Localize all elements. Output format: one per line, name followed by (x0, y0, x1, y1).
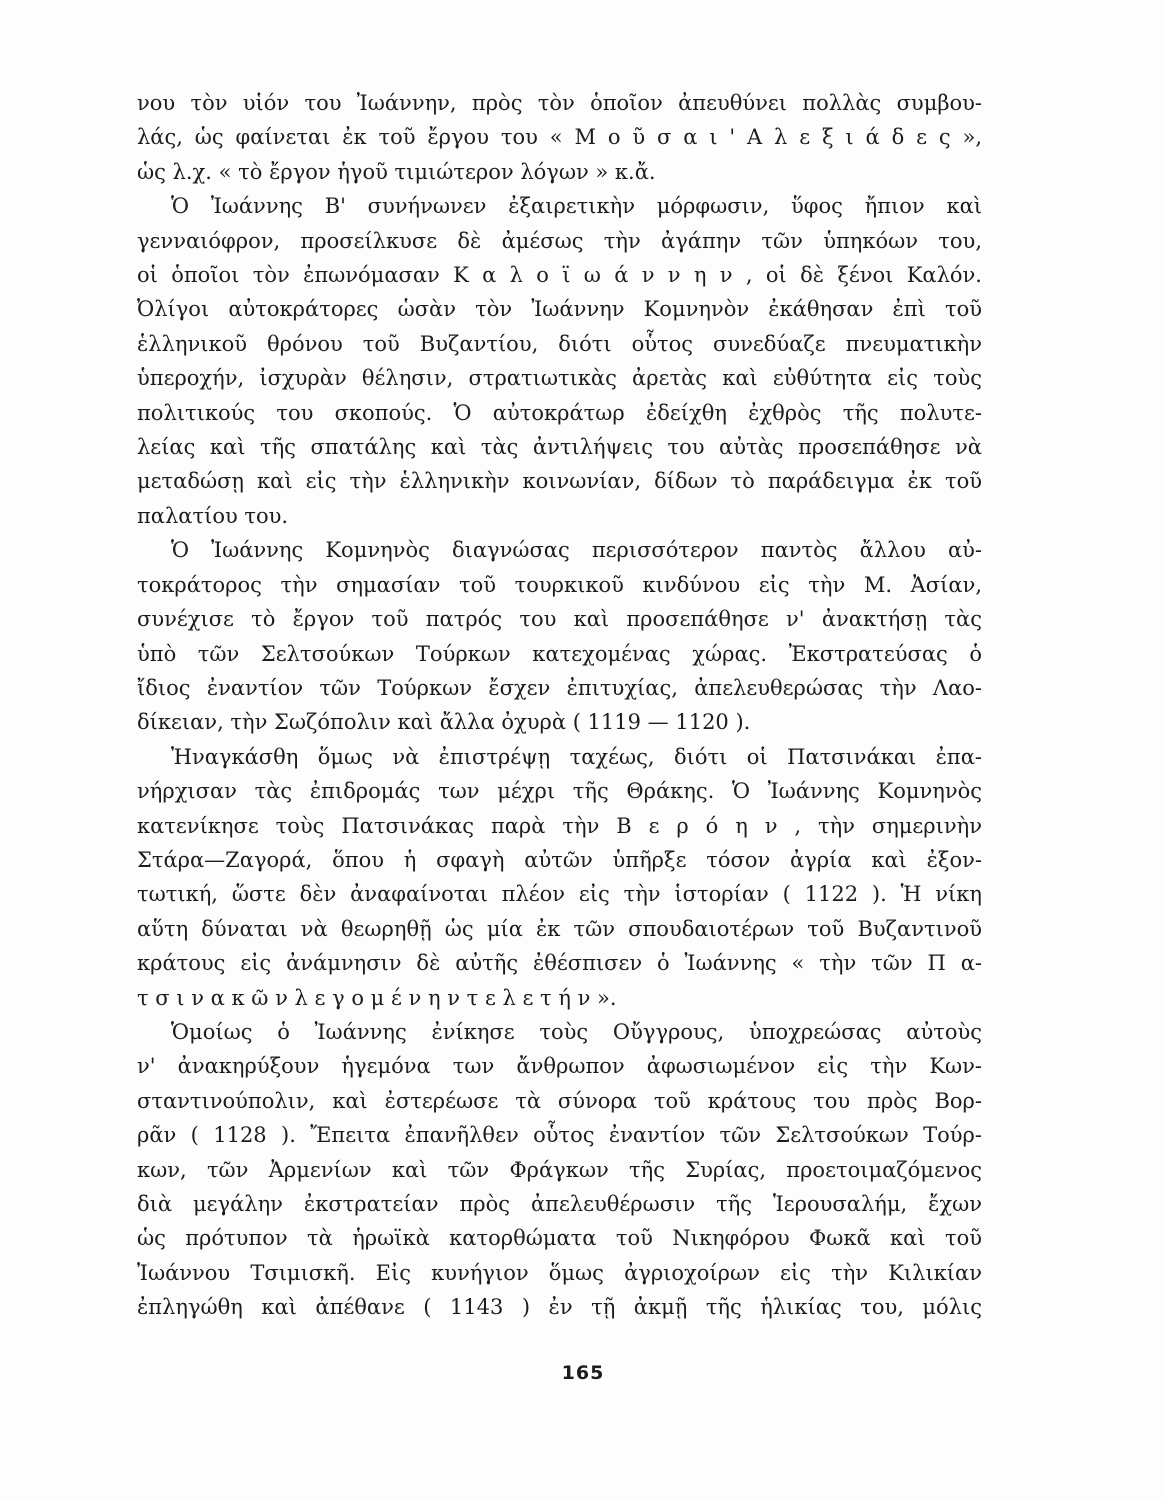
paragraph-3 (137, 533, 982, 739)
text-line: ἴδιος ἐναντίον τῶν Τούρκων ἔσχεν ἐπιτυχίας, ἀπελευθερώσας τὴν Λαο- (137, 675, 982, 700)
text-line: ἑλληνικοῦ θρόνου τοῦ Βυζαντίου, διότι οὗτος συνεδύαζε πνευματικὴν (137, 331, 982, 356)
page-number: 165 (561, 1362, 605, 1384)
text-line: γενναιόφρον, προσείλκυσε δὲ ἀμέσως τὴν ἀγάπην τῶν ὑπηκόων του, (137, 228, 982, 253)
text-line: νου τὸν υἱόν του Ἰωάννην, πρὸς τὸν ὁποῖον ἀπευθύνει πολλὰς συμβου- (137, 91, 982, 115)
text-line: Ὁ Ἰωάννης Β' συνήνωνεν ἐξαιρετικὴν μόρφωσιν, ὕφος ἤπιον καὶ (171, 194, 982, 219)
text-line: Ἰωάννου Τσιμισκῆ. Εἰς κυνήγιον ὅμως ἀγριοχοίρων εἰς τὴν Κιλικίαν (137, 1260, 982, 1285)
text-line: σταντινούπολιν, καὶ ἐστερέωσε τὰ σύνορα τοῦ κράτους του πρὸς Βορ- (137, 1088, 982, 1113)
text-line: διὰ μεγάλην ἐκστρατείαν πρὸς ἀπελευθέρωσιν τῆς Ἱερουσαλήμ, ἔχων (137, 1192, 982, 1216)
text-line: νήρχισαν τὰς ἐπιδρομάς των μέχρι τῆς Θράκης. Ὁ Ἰωάννης Κομνηνὸς (137, 779, 982, 804)
text-line: λείας καὶ τῆς σπατάλης καὶ τὰς ἀντιλήψεις του αὐτὰς προσεπάθησε νὰ (137, 435, 982, 460)
paragraph-4 (137, 740, 982, 1015)
text-line: τοκράτορος τὴν σημασίαν τοῦ τουρκικοῦ κινδύνου εἰς τὴν Μ. Ἀσίαν, (137, 572, 982, 597)
text-line: οἱ ὁποῖοι τὸν ἐπωνόμασαν Κ α λ ο ϊ ω ά ν ν η ν , οἱ δὲ ξένοι Καλόν. (137, 263, 982, 288)
text-line: ρᾶν ( 1128 ). Ἔπειτα ἐπανῆλθεν οὗτος ἐναντίον τῶν Σελτσούκων Τούρ- (137, 1123, 982, 1148)
text-line: αὕτη δύναται νὰ θεωρηθῇ ὡς μία ἐκ τῶν σπουδαιοτέρων τοῦ Βυζαντινοῦ (137, 916, 982, 941)
text-line: Ὁμοίως ὁ Ἰωάννης ἐνίκησε τοὺς Οὔγγρους, ὑποχρεώσας αὐτοὺς (171, 1019, 982, 1044)
text-line: ὡς πρότυπον τὰ ἡρωϊκὰ κατορθώματα τοῦ Νικηφόρου Φωκᾶ καὶ τοῦ (137, 1226, 982, 1251)
text-line: μεταδώσῃ καὶ εἰς τὴν ἑλληνικὴν κοινωνίαν, δίδων τὸ παράδειγμα ἐκ τοῦ (137, 469, 982, 494)
text-line: τωτική, ὥστε δὲν ἀναφαίνοται πλέον εἰς τὴν ἱστορίαν ( 1122 ). Ἡ νίκη (137, 882, 982, 907)
text-line: κων, τῶν Ἀρμενίων καὶ τῶν Φράγκων τῆς Συρίας, προετοιμαζόμενος (137, 1157, 982, 1182)
paragraph-2 (137, 189, 982, 533)
text-line: τ σ ι ν α κ ῶ ν λ ε γ ο μ έ ν η ν τ ε λ ε τ ή ν ». (137, 985, 617, 1010)
text-line: συνέχισε τὸ ἔργον τοῦ πατρός του καὶ προσεπάθησε ν' ἀνακτήσῃ τὰς (137, 607, 982, 632)
text-line: Ἠναγκάσθη ὅμως νὰ ἐπιστρέψῃ ταχέως, διότι οἱ Πατσινάκαι ἐπα- (171, 744, 982, 769)
body-text (137, 86, 982, 1325)
text-line: Ὁ Ἰωάννης Κομνηνὸς διαγνώσας περισσότερον παντὸς ἄλλου αὐ- (171, 538, 982, 563)
text-line: πολιτικούς του σκοπούς. Ὁ αὐτοκράτωρ ἐδείχθη ἐχθρὸς τῆς πολυτε- (137, 400, 982, 425)
text-line: Ὀλίγοι αὐτοκράτορες ὡσὰν τὸν Ἰωάννην Κομνηνὸν ἐκάθησαν ἐπὶ τοῦ (137, 297, 982, 322)
text-line: ὑπὸ τῶν Σελτσούκων Τούρκων κατεχομένας χώρας. Ἐκστρατεύσας ὁ (137, 641, 982, 666)
paragraph-5 (137, 1015, 982, 1325)
paragraph-1 (137, 86, 982, 189)
text-line: ὡς λ.χ. « τὸ ἔργον ἡγοῦ τιμιώτερον λόγων » κ.ἄ. (137, 159, 656, 184)
text-line: παλατίου του. (137, 503, 289, 528)
text-line: ν' ἀνακηρύξουν ἡγεμόνα των ἄνθρωπον ἀφωσιωμένον εἰς τὴν Κων- (137, 1054, 982, 1079)
text-line: δίκειαν, τὴν Σωζόπολιν καὶ ἄλλα ὀχυρὰ ( 1119 — 1120 ). (137, 710, 751, 735)
text-line: ἐπληγώθη καὶ ἀπέθανε ( 1143 ) ἐν τῇ ἀκμῇ τῆς ἡλικίας του, μόλις (137, 1295, 982, 1320)
text-line: λάς, ὡς φαίνεται ἐκ τοῦ ἔργου του « Μ ο ῦ σ α ι ' Α λ ε ξ ι ά δ ε ς », (137, 125, 982, 150)
text-line: κατενίκησε τοὺς Πατσινάκας παρὰ τὴν Β ε ρ ό η ν , τὴν σημερινὴν (137, 813, 982, 838)
text-line: κράτους εἰς ἀνάμνησιν δὲ αὐτῆς ἐθέσπισεν ὁ Ἰωάννης « τὴν τῶν Π α- (137, 951, 982, 976)
text-line: Στάρα—Ζαγορά, ὅπου ἡ σφαγὴ αὐτῶν ὑπῆρξε τόσον ἀγρία καὶ ἐξον- (137, 847, 982, 872)
text-line: ὑπεροχήν, ἰσχυρὰν θέλησιν, στρατιωτικὰς ἀρετὰς καὶ εὐθύτητα εἰς τοὺς (137, 366, 982, 391)
